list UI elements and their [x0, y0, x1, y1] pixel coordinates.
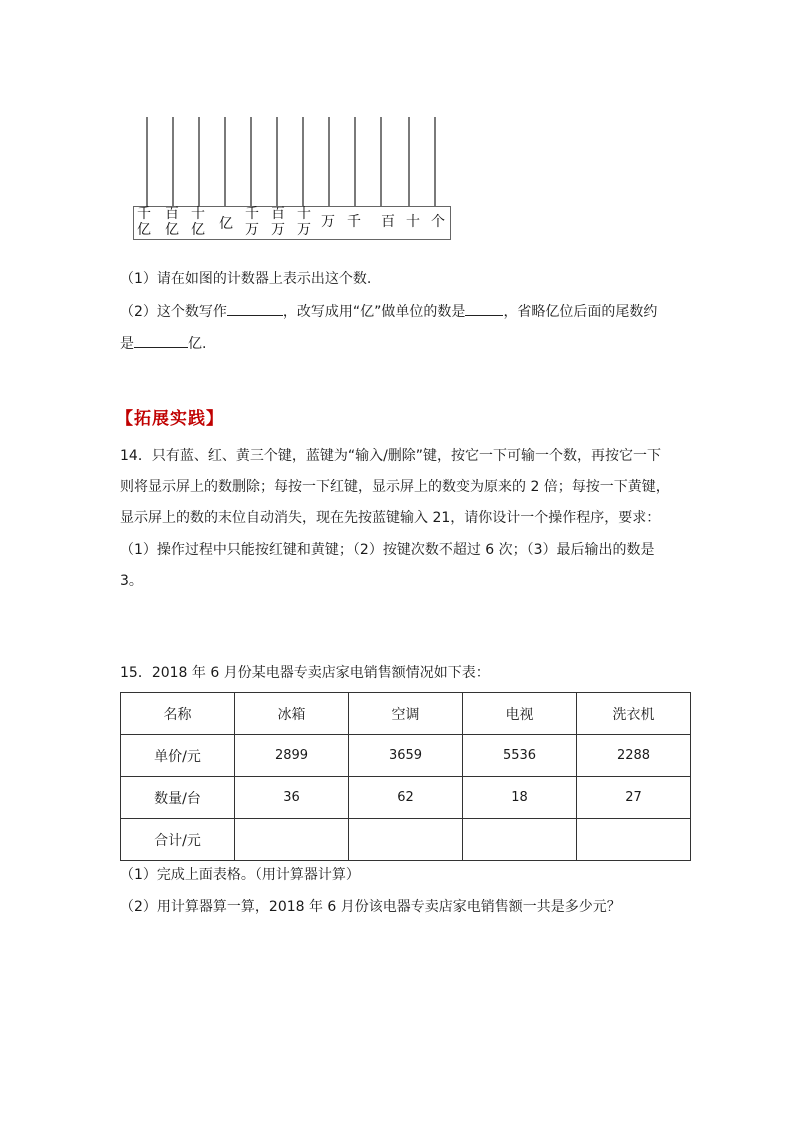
table-row: [121, 819, 691, 861]
abacus-rod: [198, 117, 200, 207]
q13-sub2-text-e: 亿.: [188, 336, 207, 352]
q13-sub2: [120, 301, 657, 321]
table-header-cell: 空调: [349, 693, 463, 735]
table-cell: 3659: [349, 735, 463, 777]
table-cell: 27: [577, 777, 691, 819]
q14-line1: 14．只有蓝、红、黄三个键，蓝键为“输入/删除”键，按它一下可输一个数，再按它一下: [120, 448, 662, 464]
table-header-cell: 电视: [463, 693, 577, 735]
answer-blank-written[interactable]: [227, 301, 283, 316]
table-cell: 18: [463, 777, 577, 819]
q14-line2: 则将显示屏上的数删除；每按一下红键，显示屏上的数变为原来的 2 倍；每按一下黄键，: [120, 479, 670, 495]
table-answer-cell[interactable]: [577, 819, 691, 861]
q13-sub2-text-a: （2）这个数写作: [120, 304, 227, 320]
table-header-cell: 洗衣机: [577, 693, 691, 735]
abacus-rod: [408, 117, 410, 207]
table-row: [121, 735, 691, 777]
sales-table: [120, 692, 691, 861]
place-label-qianyi: 千 亿: [137, 206, 151, 238]
table-answer-cell[interactable]: [235, 819, 349, 861]
table-header-cell: 冰箱: [235, 693, 349, 735]
abacus-rod: [434, 117, 436, 207]
table-row-label: 单价/元: [121, 735, 235, 777]
answer-blank-yi-unit[interactable]: [465, 301, 503, 316]
table-cell: 2288: [577, 735, 691, 777]
table-cell: 62: [349, 777, 463, 819]
q15-sub1: （1）完成上面表格。（用计算器计算）: [120, 867, 360, 883]
abacus-rod: [302, 117, 304, 207]
answer-blank-approx[interactable]: [134, 333, 188, 348]
abacus-rod: [276, 117, 278, 207]
table-row-label: 数量/台: [121, 777, 235, 819]
q13-sub2-text-b: ，改写成用“亿”做单位的数是: [282, 304, 466, 320]
table-cell: 36: [235, 777, 349, 819]
place-label-shiyi: 十 亿: [191, 206, 205, 238]
abacus-rod: [250, 117, 252, 207]
q14-line3: 显示屏上的数的末位自动消失，现在先按蓝键输入 21，请你设计一个操作程序，要求：: [120, 510, 661, 526]
table-row-label: 合计/元: [121, 819, 235, 861]
abacus-rod: [380, 117, 382, 207]
table-answer-cell[interactable]: [463, 819, 577, 861]
table-row: [121, 777, 691, 819]
place-label-shiwan: 十 万: [297, 206, 311, 238]
abacus-rod: [328, 117, 330, 207]
table-header-cell: 名称: [121, 693, 235, 735]
place-label-qian: 千: [347, 214, 361, 230]
place-label-qianwan: 千 万: [245, 206, 259, 238]
table-answer-cell[interactable]: [349, 819, 463, 861]
place-label-ge: 个: [431, 214, 445, 230]
q15-sub2: （2）用计算器算一算，2018 年 6 月份该电器专卖店家电销售额一共是多少元？: [120, 899, 621, 915]
place-label-bai: 百: [381, 214, 395, 230]
q14-line4: （1）操作过程中只能按红键和黄键；（2）按键次数不超过 6 次；（3）最后输出的数是: [120, 542, 655, 558]
q13-sub1: （1）请在如图的计数器上表示出这个数.: [120, 271, 372, 287]
q13-sub2-text-c: ，省略亿位后面的尾数约: [503, 304, 658, 320]
place-label-wan: 万: [321, 214, 335, 230]
table-cell: 5536: [463, 735, 577, 777]
place-label-shi: 十: [406, 214, 420, 230]
q13-sub2-cont: [120, 333, 206, 353]
place-label-baiyi: 百 亿: [165, 206, 179, 238]
q13-sub2-text-d: 是: [120, 336, 134, 352]
abacus-rod: [224, 117, 226, 207]
q14-line5: 3。: [120, 573, 143, 589]
q15-intro: 15．2018 年 6 月份某电器专卖店家电销售额情况如下表：: [120, 665, 490, 681]
abacus-rod: [146, 117, 148, 207]
abacus-rod: [172, 117, 174, 207]
table-cell: 2899: [235, 735, 349, 777]
place-label-yi: 亿: [219, 216, 233, 232]
section-title: 【拓展实践】: [116, 409, 224, 429]
abacus-rod: [354, 117, 356, 207]
place-label-baiwan: 百 万: [271, 206, 285, 238]
table-header-row: [121, 693, 691, 735]
